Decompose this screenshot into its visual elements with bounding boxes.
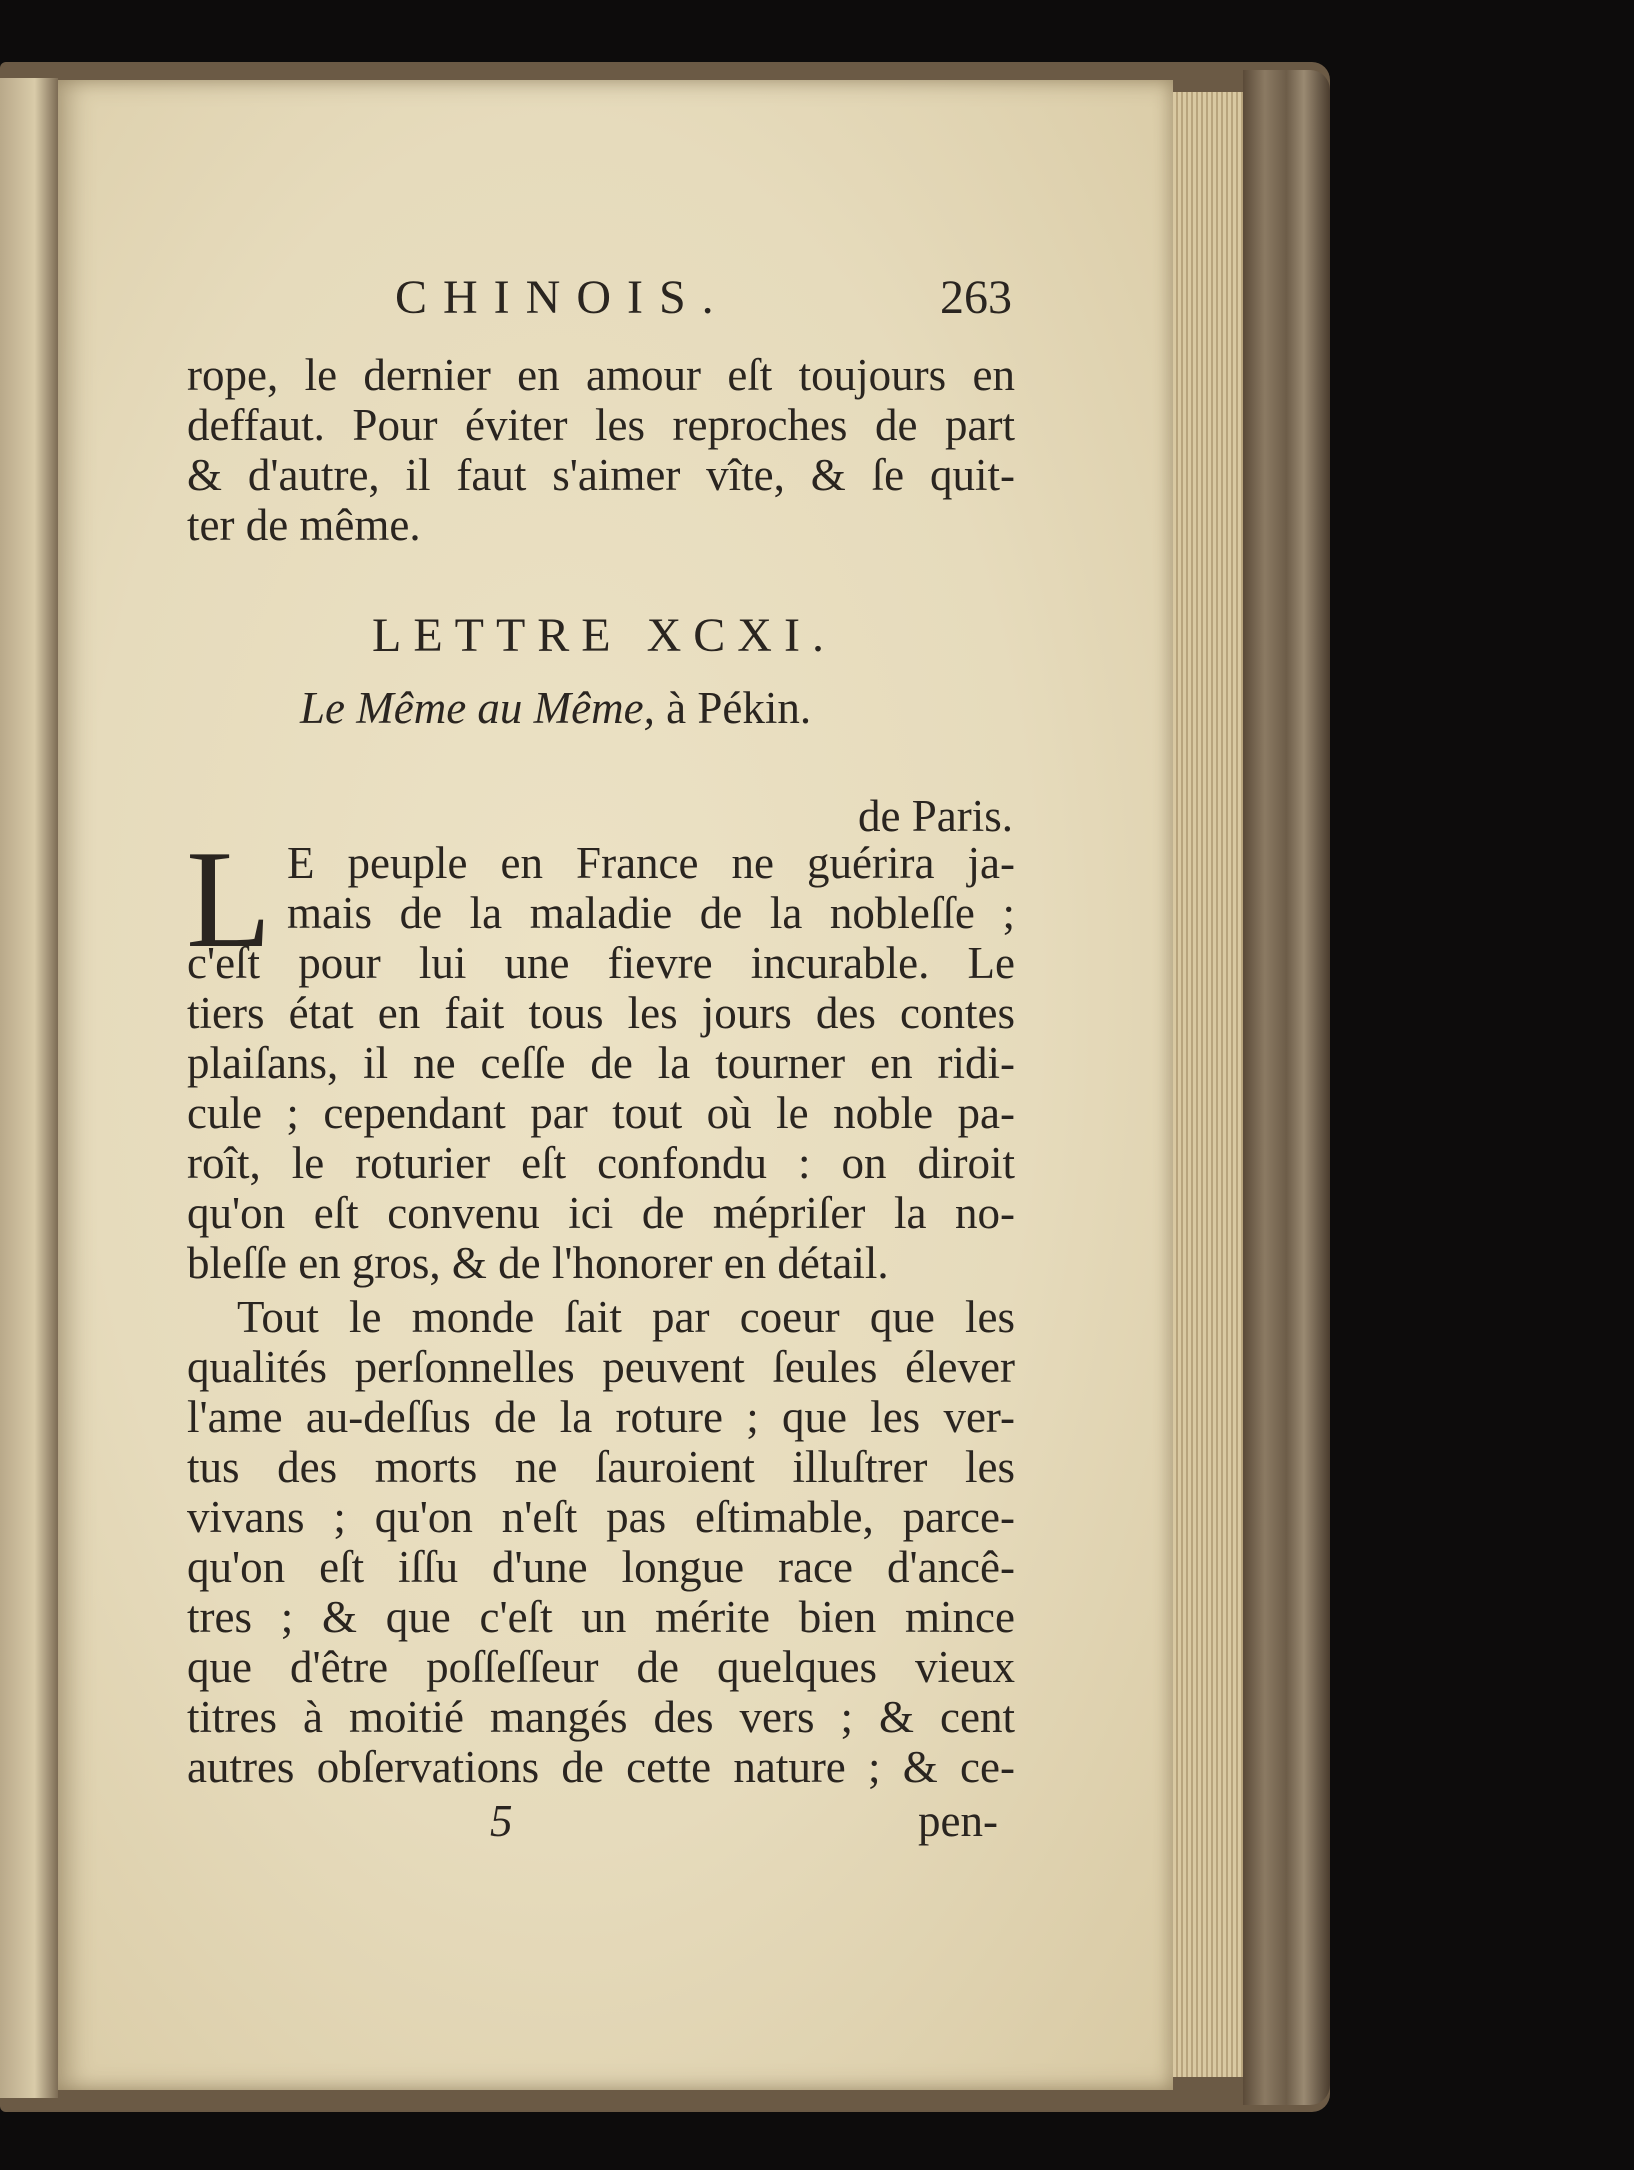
- paragraph-line: E peuple en France ne guérira ja-: [287, 838, 1015, 888]
- subtitle-plain: à Pékin.: [654, 683, 812, 733]
- continuation-line: ter de même.: [187, 500, 421, 550]
- paragraph-line: bleſſe en gros, & de l'honorer en détail.: [187, 1238, 889, 1288]
- paragraph-line: titres à moitié mangés des vers ; & cent: [187, 1692, 1015, 1742]
- paragraph-line: tres ; & que c'eſt un mérite bien mince: [187, 1592, 1015, 1642]
- paragraph-line: tiers état en fait tous les jours des contes: [187, 988, 1015, 1038]
- catchword: pen-: [918, 1796, 998, 1846]
- drop-cap: L: [186, 822, 272, 977]
- paragraph-line: mais de la maladie de la nobleſſe ;: [287, 888, 1015, 938]
- paragraph-line: Tout le monde ſait par coeur que les: [237, 1292, 1015, 1342]
- signature-mark: 5: [490, 1796, 513, 1846]
- paragraph-line: l'ame au-deſſus de la roture ; que les ver-: [187, 1392, 1015, 1442]
- page-number: 263: [940, 271, 1012, 324]
- paragraph-line: roît, le roturier eſt confondu : on diroit: [187, 1138, 1015, 1188]
- continuation-line: rope, le dernier en amour eſt toujours en: [187, 350, 1015, 400]
- paragraph-line: vivans ; qu'on n'eſt pas eſtimable, parce-: [187, 1492, 1015, 1542]
- letter-title: LETTRE XCXI.: [372, 609, 836, 662]
- paragraph-line: c'eſt pour lui une fievre incurable. Le: [187, 938, 1015, 988]
- paragraph-line: tus des morts ne ſauroient illuſtrer les: [187, 1442, 1015, 1492]
- page-edges: [1173, 92, 1243, 2077]
- subtitle-italic: Le Même au Même,: [300, 683, 655, 733]
- letter-subtitle: [300, 682, 811, 734]
- paragraph-line: qu'on eſt iſſu d'une longue race d'ancê-: [187, 1542, 1015, 1592]
- paragraph-line: cule ; cependant par tout où le noble pa-: [187, 1088, 1015, 1138]
- paragraph-line: que d'être poſſeſſeur de quelques vieux: [187, 1642, 1015, 1692]
- running-header-title: CHINOIS.: [395, 271, 730, 324]
- paragraph-line: qu'on eſt convenu ici de mépriſer la no-: [187, 1188, 1015, 1238]
- paragraph-line: autres obſervations de cette nature ; & ce-: [187, 1742, 1015, 1792]
- previous-page-edge: [0, 78, 58, 2098]
- letter-place: de Paris.: [858, 791, 1013, 841]
- paragraph-line: qualités perſonnelles peuvent ſeules élever: [187, 1342, 1015, 1392]
- paragraph-line: plaiſans, il ne ceſſe de la tourner en ridi-: [187, 1038, 1015, 1088]
- continuation-line: deffaut. Pour éviter les reproches de part: [187, 400, 1015, 450]
- continuation-line: & d'autre, il faut s'aimer vîte, & ſe quit-: [187, 450, 1015, 500]
- leather-binding: [1243, 70, 1330, 2105]
